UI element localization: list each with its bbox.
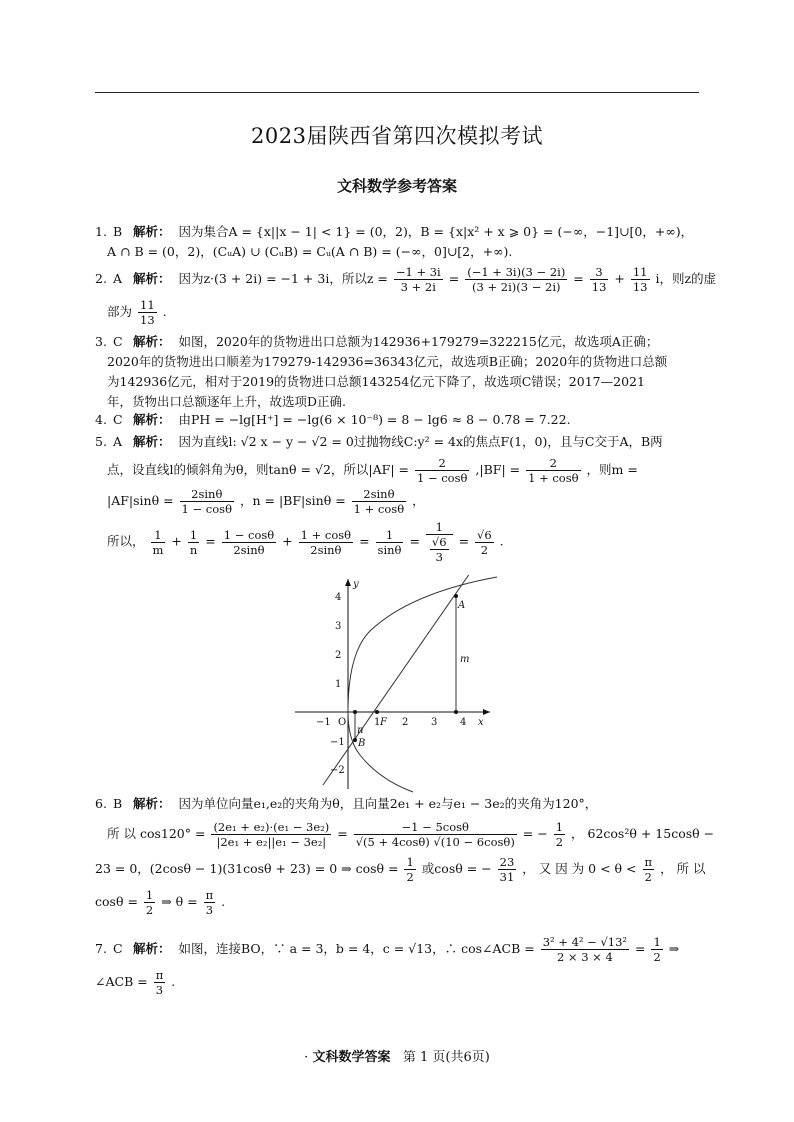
y-tick: 3 (335, 621, 342, 632)
solution-text: ,|BF| = (475, 462, 521, 477)
line-l (323, 575, 470, 785)
fraction (465, 265, 567, 294)
fraction (144, 888, 155, 917)
denominator: n (189, 542, 198, 557)
parabola-graph (290, 575, 500, 793)
operator: + (282, 533, 293, 549)
fraction (222, 528, 276, 557)
fraction (541, 935, 629, 964)
question-5 (95, 432, 705, 564)
denominator: 2 (653, 950, 661, 964)
numerator: 1 (653, 935, 661, 949)
denominator: 3 (205, 903, 214, 917)
page-subtitle: 文科数学参考答案 (336, 177, 457, 195)
solution-line: A ∩ B = (0，2)，(CᵤA) ∪ (CᵤB) = Cᵤ(A ∩ B) = (−∞，0]∪[2，+∞). (107, 244, 513, 259)
numerator: 1 (555, 820, 564, 834)
foot-m-marker (454, 710, 458, 714)
inner-fraction (430, 535, 449, 564)
foot-n-marker (353, 710, 357, 714)
solution-line: 因为直线l: √2 x − y − √2 = 0过抛物线C:y² = 4x的焦点F(1，0)，且与C交于A，B两 (178, 434, 663, 449)
fraction (154, 968, 166, 997)
segment-m-label: m (460, 654, 470, 665)
solution-text: |AF|sinθ = (107, 493, 174, 508)
y-axis-label: y (353, 579, 359, 590)
question-answer: C (112, 412, 123, 427)
fraction (151, 528, 166, 557)
solution-text: . (221, 894, 226, 909)
page-title: 2023届陕西省第四次模拟考试 (251, 124, 543, 148)
solution-line: 为142936亿元，相对于2019的货物进口总额143254亿元下降了，故选项C错误；2017—2021 (107, 374, 645, 389)
numerator: π (644, 855, 653, 869)
denominator: 31 (499, 870, 515, 884)
solution-text: 所以， (107, 533, 145, 549)
analysis-label: 解析： (132, 941, 171, 956)
numerator: 1 (376, 528, 404, 543)
numerator: 3 (590, 265, 609, 280)
point-f-marker (375, 710, 379, 714)
numerator: 2 (526, 456, 580, 471)
question-7 (95, 935, 705, 997)
numerator: 2sinθ (180, 487, 234, 502)
analysis-label: 解析： (132, 334, 171, 349)
fraction (643, 855, 655, 884)
question-number: 7. (95, 941, 107, 956)
denominator: 1 − cosθ (181, 502, 232, 516)
point-b-marker (353, 738, 357, 742)
operator: = (205, 533, 216, 549)
y-tick: 1 (335, 679, 342, 690)
fraction (376, 528, 404, 557)
x-tick: 3 (431, 717, 438, 728)
numerator: √6 (431, 535, 447, 549)
segment-n-label: n (357, 725, 364, 736)
denominator: |2e₁ + e₂||e₁ − 3e₂| (216, 835, 327, 849)
question-number: 5. (95, 434, 107, 449)
numerator: π (155, 968, 164, 982)
operator: = (359, 533, 370, 549)
solution-text: 点，设直线l的倾斜角为θ，则tanθ = √2，所以|AF| = (107, 462, 409, 477)
footer-bullet: · (304, 1050, 309, 1065)
numerator: 1 (426, 520, 453, 535)
denominator: 3 (155, 983, 164, 997)
fraction (404, 855, 415, 884)
fraction (352, 487, 406, 516)
x-tick: 2 (402, 717, 409, 728)
point-b-label: B (358, 738, 366, 749)
parabola-upper (348, 577, 497, 712)
question-6 (95, 794, 715, 917)
denominator: 2 (644, 870, 652, 884)
operator: ⇒ θ = (161, 894, 198, 909)
fraction (651, 935, 662, 964)
analysis-label: 解析： (132, 224, 171, 239)
compound-fraction (426, 520, 453, 564)
operator: + (614, 271, 625, 286)
solution-text: i，则z的虚 (655, 271, 717, 286)
point-a-marker (454, 594, 458, 598)
numerator: 23 (499, 855, 515, 869)
question-number: 1. (95, 224, 107, 239)
point-a-label: A (458, 600, 466, 611)
point-f-label: F (380, 717, 387, 728)
denominator: 1 + cosθ (528, 471, 579, 485)
operator: + (171, 533, 182, 549)
denominator: 2sinθ (310, 542, 342, 557)
solution-text: ， 又 因 为 0 < θ < (522, 861, 637, 876)
denominator: 2sinθ (233, 542, 265, 557)
solution-text: . (171, 974, 176, 989)
fraction (415, 456, 469, 485)
numerator: 2sinθ (352, 487, 406, 502)
numerator: 1 (188, 528, 199, 543)
numerator: (−1 + 3i)(3 − 2i) (467, 265, 566, 279)
solution-text: cosθ = (95, 894, 138, 909)
x-axis-label: x (478, 717, 484, 728)
fraction (554, 820, 565, 849)
x-tick: −1 (316, 717, 331, 728)
operator: = − (522, 826, 548, 841)
fraction (204, 888, 216, 917)
y-axis-arrow (345, 579, 351, 586)
operator: = (573, 271, 584, 286)
fraction (299, 528, 353, 557)
analysis-label: 解析： (132, 412, 171, 427)
fraction (354, 820, 517, 849)
solution-text: 23 = 0，(2cosθ − 1)(31cosθ + 23) = 0 ⇒ cosθ = (95, 861, 399, 876)
denominator: 2 (480, 542, 489, 557)
top-rule (95, 92, 699, 93)
solution-text: ，n = |BF|sinθ = (239, 493, 346, 508)
fraction (188, 528, 199, 557)
x-tick: 1 (374, 717, 381, 728)
fraction (211, 820, 331, 849)
footer-page-number: 第 1 页(共6页) (402, 1050, 490, 1065)
numerator: 1 (151, 528, 166, 543)
x-axis-arrow (483, 709, 490, 715)
numerator: π (205, 888, 214, 902)
solution-line: 因为集合A = {x||x − 1| < 1} = (0，2)，B = {x|x² + x ⩾ 0} = (−∞，−1]∪[0，+∞)， (178, 224, 694, 239)
numerator: 11 (140, 298, 155, 312)
question-answer: B (112, 224, 123, 239)
solution-text: ∠ACB = (95, 974, 148, 989)
question-3 (95, 332, 705, 412)
page-footer (0, 1046, 794, 1065)
numerator: 11 (632, 265, 648, 279)
denominator: 13 (140, 313, 155, 327)
numerator: 1 − cosθ (223, 527, 275, 542)
solution-text: 因为z·(3 + 2i) = −1 + 3i，所以z = (178, 271, 388, 286)
operator: = (635, 941, 646, 956)
operator: ⇒ (668, 941, 680, 956)
operator: = (458, 533, 470, 549)
denominator: 2 × 3 × 4 (556, 950, 613, 964)
question-answer: A (112, 271, 123, 286)
numerator: 3² + 4² − √13² (542, 935, 628, 949)
numerator: −1 + 3i (395, 265, 441, 279)
solution-text: ，则m = (586, 462, 638, 477)
solution-text: 或cosθ = − (421, 861, 492, 876)
fraction (180, 487, 234, 516)
fraction (526, 456, 580, 485)
solution-text: ， 所 以 (660, 861, 706, 876)
question-answer: C (112, 941, 123, 956)
numerator: (2e₁ + e₂)·(e₁ − 3e₂) (213, 820, 330, 834)
question-answer: B (112, 796, 123, 811)
solution-line: 由PH = −lg[H⁺] = −lg(6 × 10⁻⁸) = 8 − lg6 ≈ 8 − 0.78 = 7.22. (178, 412, 571, 427)
solution-text: . (162, 304, 167, 319)
fraction (475, 528, 494, 557)
question-number: 3. (95, 334, 107, 349)
denominator: 2 (555, 835, 564, 849)
solution-line: 因为单位向量e₁,e₂的夹角为θ，且向量2e₁ + e₂与e₁ − 3e₂的夹角为120°， (178, 796, 598, 811)
question-answer: A (112, 434, 123, 449)
solution-text: ， 62cos²θ + 15cosθ − (571, 826, 715, 841)
question-answer: C (112, 334, 123, 349)
denominator: 1 + cosθ (353, 502, 405, 516)
fraction (498, 855, 517, 884)
footer-doc-name: 文科数学答案 (312, 1050, 391, 1065)
solution-line: 如图，2020年的货物进出口总额为142936+179279=322215亿元，故选项A正确； (178, 334, 659, 349)
numerator: 1 (145, 888, 154, 902)
fraction (138, 298, 157, 327)
question-number: 2. (95, 271, 107, 286)
question-number: 4. (95, 412, 107, 427)
y-tick: −2 (330, 765, 345, 776)
denominator: sinθ (377, 542, 402, 557)
origin-label: O (338, 717, 347, 728)
x-tick: 4 (460, 717, 467, 728)
numerator: √6 (477, 527, 492, 542)
analysis-label: 解析： (132, 796, 171, 811)
denominator: 3 (435, 550, 443, 564)
denominator: m (152, 542, 164, 557)
fraction (631, 265, 650, 294)
solution-text: 所 以 cos120° = (107, 826, 206, 841)
y-tick: 4 (335, 592, 342, 603)
question-1 (95, 222, 705, 262)
question-2 (95, 265, 717, 327)
solution-line: 2020年的货物进出口顺差为179279-142936=36343亿元，故选项B正确；2020年的货物进口总额 (107, 354, 668, 369)
solution-text: 部为 (107, 304, 133, 319)
denominator (426, 535, 453, 564)
operator: = (448, 271, 460, 286)
y-tick: −1 (330, 737, 345, 748)
denominator: 1 − cosθ (416, 471, 468, 485)
question-number: 6. (95, 796, 107, 811)
operator: . (499, 533, 504, 549)
analysis-label: 解析： (132, 271, 171, 286)
solution-text: 如图，连接BO，∵ a = 3，b = 4，c = √13，∴ cos∠ACB = (178, 941, 535, 956)
denominator: √(5 + 4cosθ) √(10 − 6cosθ) (355, 835, 515, 849)
fraction (394, 265, 443, 294)
numerator: −1 − 5cosθ (354, 820, 517, 835)
operator: = (337, 826, 348, 841)
operator: = (409, 533, 420, 549)
denominator: 2 (406, 870, 414, 884)
fraction (590, 265, 609, 294)
numerator: 1 + cosθ (300, 527, 352, 542)
denominator: 2 (145, 903, 154, 917)
y-tick: 2 (335, 650, 342, 661)
solution-text: ， (412, 493, 425, 508)
analysis-label: 解析： (132, 434, 171, 449)
denominator: 13 (591, 280, 607, 294)
denominator: 3 + 2i (400, 280, 436, 294)
question-4 (95, 410, 705, 430)
numerator: 1 (406, 855, 414, 869)
solution-line: 年，货物出口总额逐年上升，故选项D正确. (107, 394, 346, 409)
numerator: 2 (415, 456, 469, 471)
denominator: 13 (632, 280, 648, 294)
denominator: (3 + 2i)(3 − 2i) (472, 280, 561, 294)
